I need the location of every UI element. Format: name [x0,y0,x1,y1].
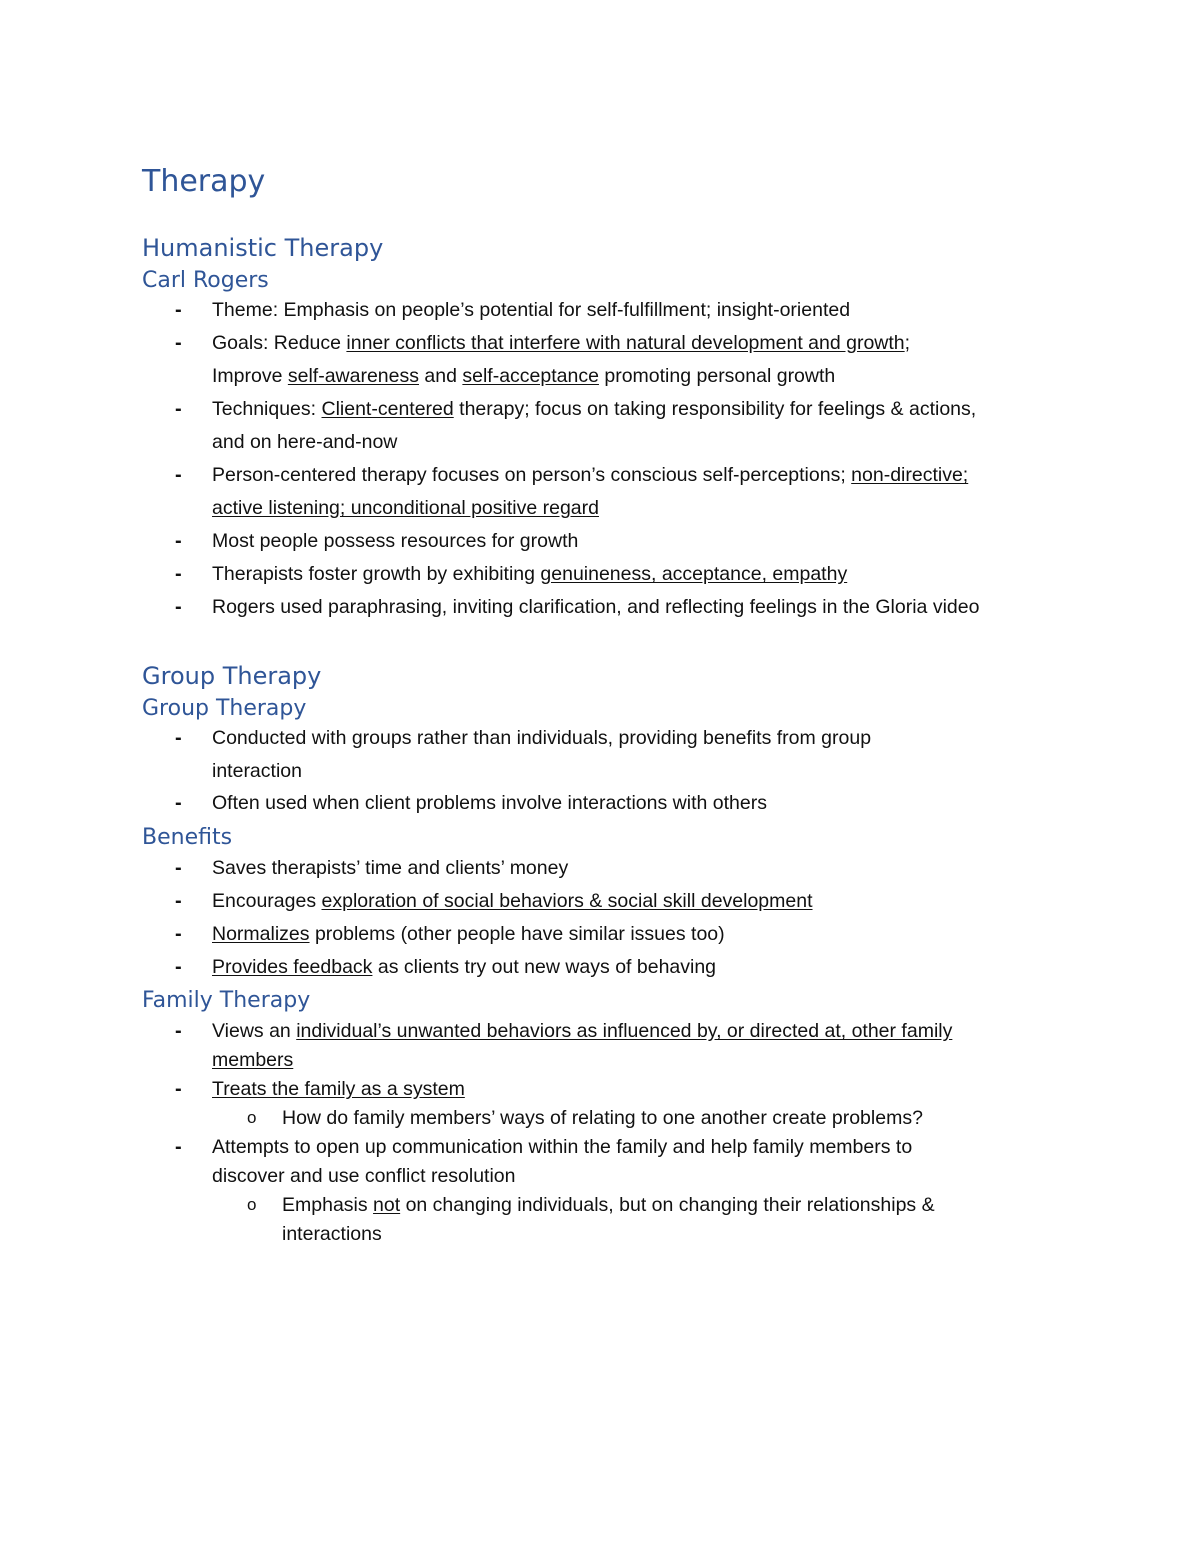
section-heading-humanistic: Humanistic Therapy [142,234,384,262]
list-item-techniques: Techniques: Client-centered therapy; focus on taking responsibility for feelings & actions, [212,398,977,420]
bullet-dash: - [175,890,182,912]
bullet-dash: - [175,857,182,879]
list-item-foster-growth: Therapists foster growth by exhibiting genuineness, acceptance, empathy [212,563,848,585]
bullet-dash: - [175,727,182,749]
sub-list-item-emphasis-continued: interactions [282,1223,382,1245]
list-item-encourages: Encourages exploration of social behaviors & social skill development [212,890,813,912]
sub-list-item-emphasis: Emphasis not on changing individuals, but on changing their relationships & [282,1194,935,1216]
list-item-normalizes: Normalizes problems (other people have similar issues too) [212,923,725,945]
bullet-dash: - [175,1136,182,1158]
list-item-resources: Most people possess resources for growth [212,530,579,552]
list-item-gloria-video: Rogers used paraphrasing, inviting clarification, and reflecting feelings in the Gloria video [212,596,980,618]
section-heading-group-therapy: Group Therapy [142,662,322,690]
list-item-goals: Goals: Reduce inner conflicts that interfere with natural development and growth; [212,332,911,354]
bullet-dash: - [175,1020,182,1042]
bullet-dash: - [175,530,182,552]
subheading-family-therapy: Family Therapy [142,988,311,1013]
bullet-dash: - [175,464,182,486]
page-title: Therapy [142,164,266,199]
bullet-dash: - [175,596,182,618]
list-item-saves-time: Saves therapists’ time and clients’ money [212,857,569,879]
bullet-dash: - [175,563,182,585]
bullet-dash: - [175,792,182,814]
list-item-often-used: Often used when client problems involve interactions with others [212,792,767,814]
bullet-dash: - [175,398,182,420]
list-item-communication-continued: discover and use conflict resolution [212,1165,516,1187]
list-item-conducted-groups: Conducted with groups rather than individuals, providing benefits from group [212,727,872,749]
subheading-carl-rogers: Carl Rogers [142,268,269,293]
bullet-dash: - [175,956,182,978]
bullet-dash: - [175,299,182,321]
list-item-person-centered: Person-centered therapy focuses on person’s conscious self-perceptions; non-directive; [212,464,969,486]
bullet-circle: o [247,1195,257,1214]
list-item-feedback: Provides feedback as clients try out new ways of behaving [212,956,717,978]
sub-list-item-relating: How do family members’ ways of relating to one another create problems? [282,1107,923,1129]
list-item-communication: Attempts to open up communication within the family and help family members to [212,1136,913,1158]
bullet-dash: - [175,1078,182,1100]
list-item-techniques-continued: and on here-and-now [212,431,398,453]
list-item-person-centered-continued: active listening; unconditional positive regard [212,497,599,519]
list-item-goals-continued: Improve self-awareness and self-acceptance promoting personal growth [212,365,836,387]
list-item-views-individual: Views an individual’s unwanted behaviors as influenced by, or directed at, other family [212,1020,953,1042]
list-item-family-system: Treats the family as a system [212,1078,465,1100]
subheading-group-therapy: Group Therapy [142,696,307,721]
list-item-conducted-groups-continued: interaction [212,760,302,782]
bullet-dash: - [175,923,182,945]
list-item-views-individual-continued: members [212,1049,294,1071]
bullet-dash: - [175,332,182,354]
bullet-circle: o [247,1108,257,1127]
subheading-benefits: Benefits [142,825,233,850]
list-item-theme: Theme: Emphasis on people’s potential for self-fulfillment; insight-oriented [212,299,851,321]
